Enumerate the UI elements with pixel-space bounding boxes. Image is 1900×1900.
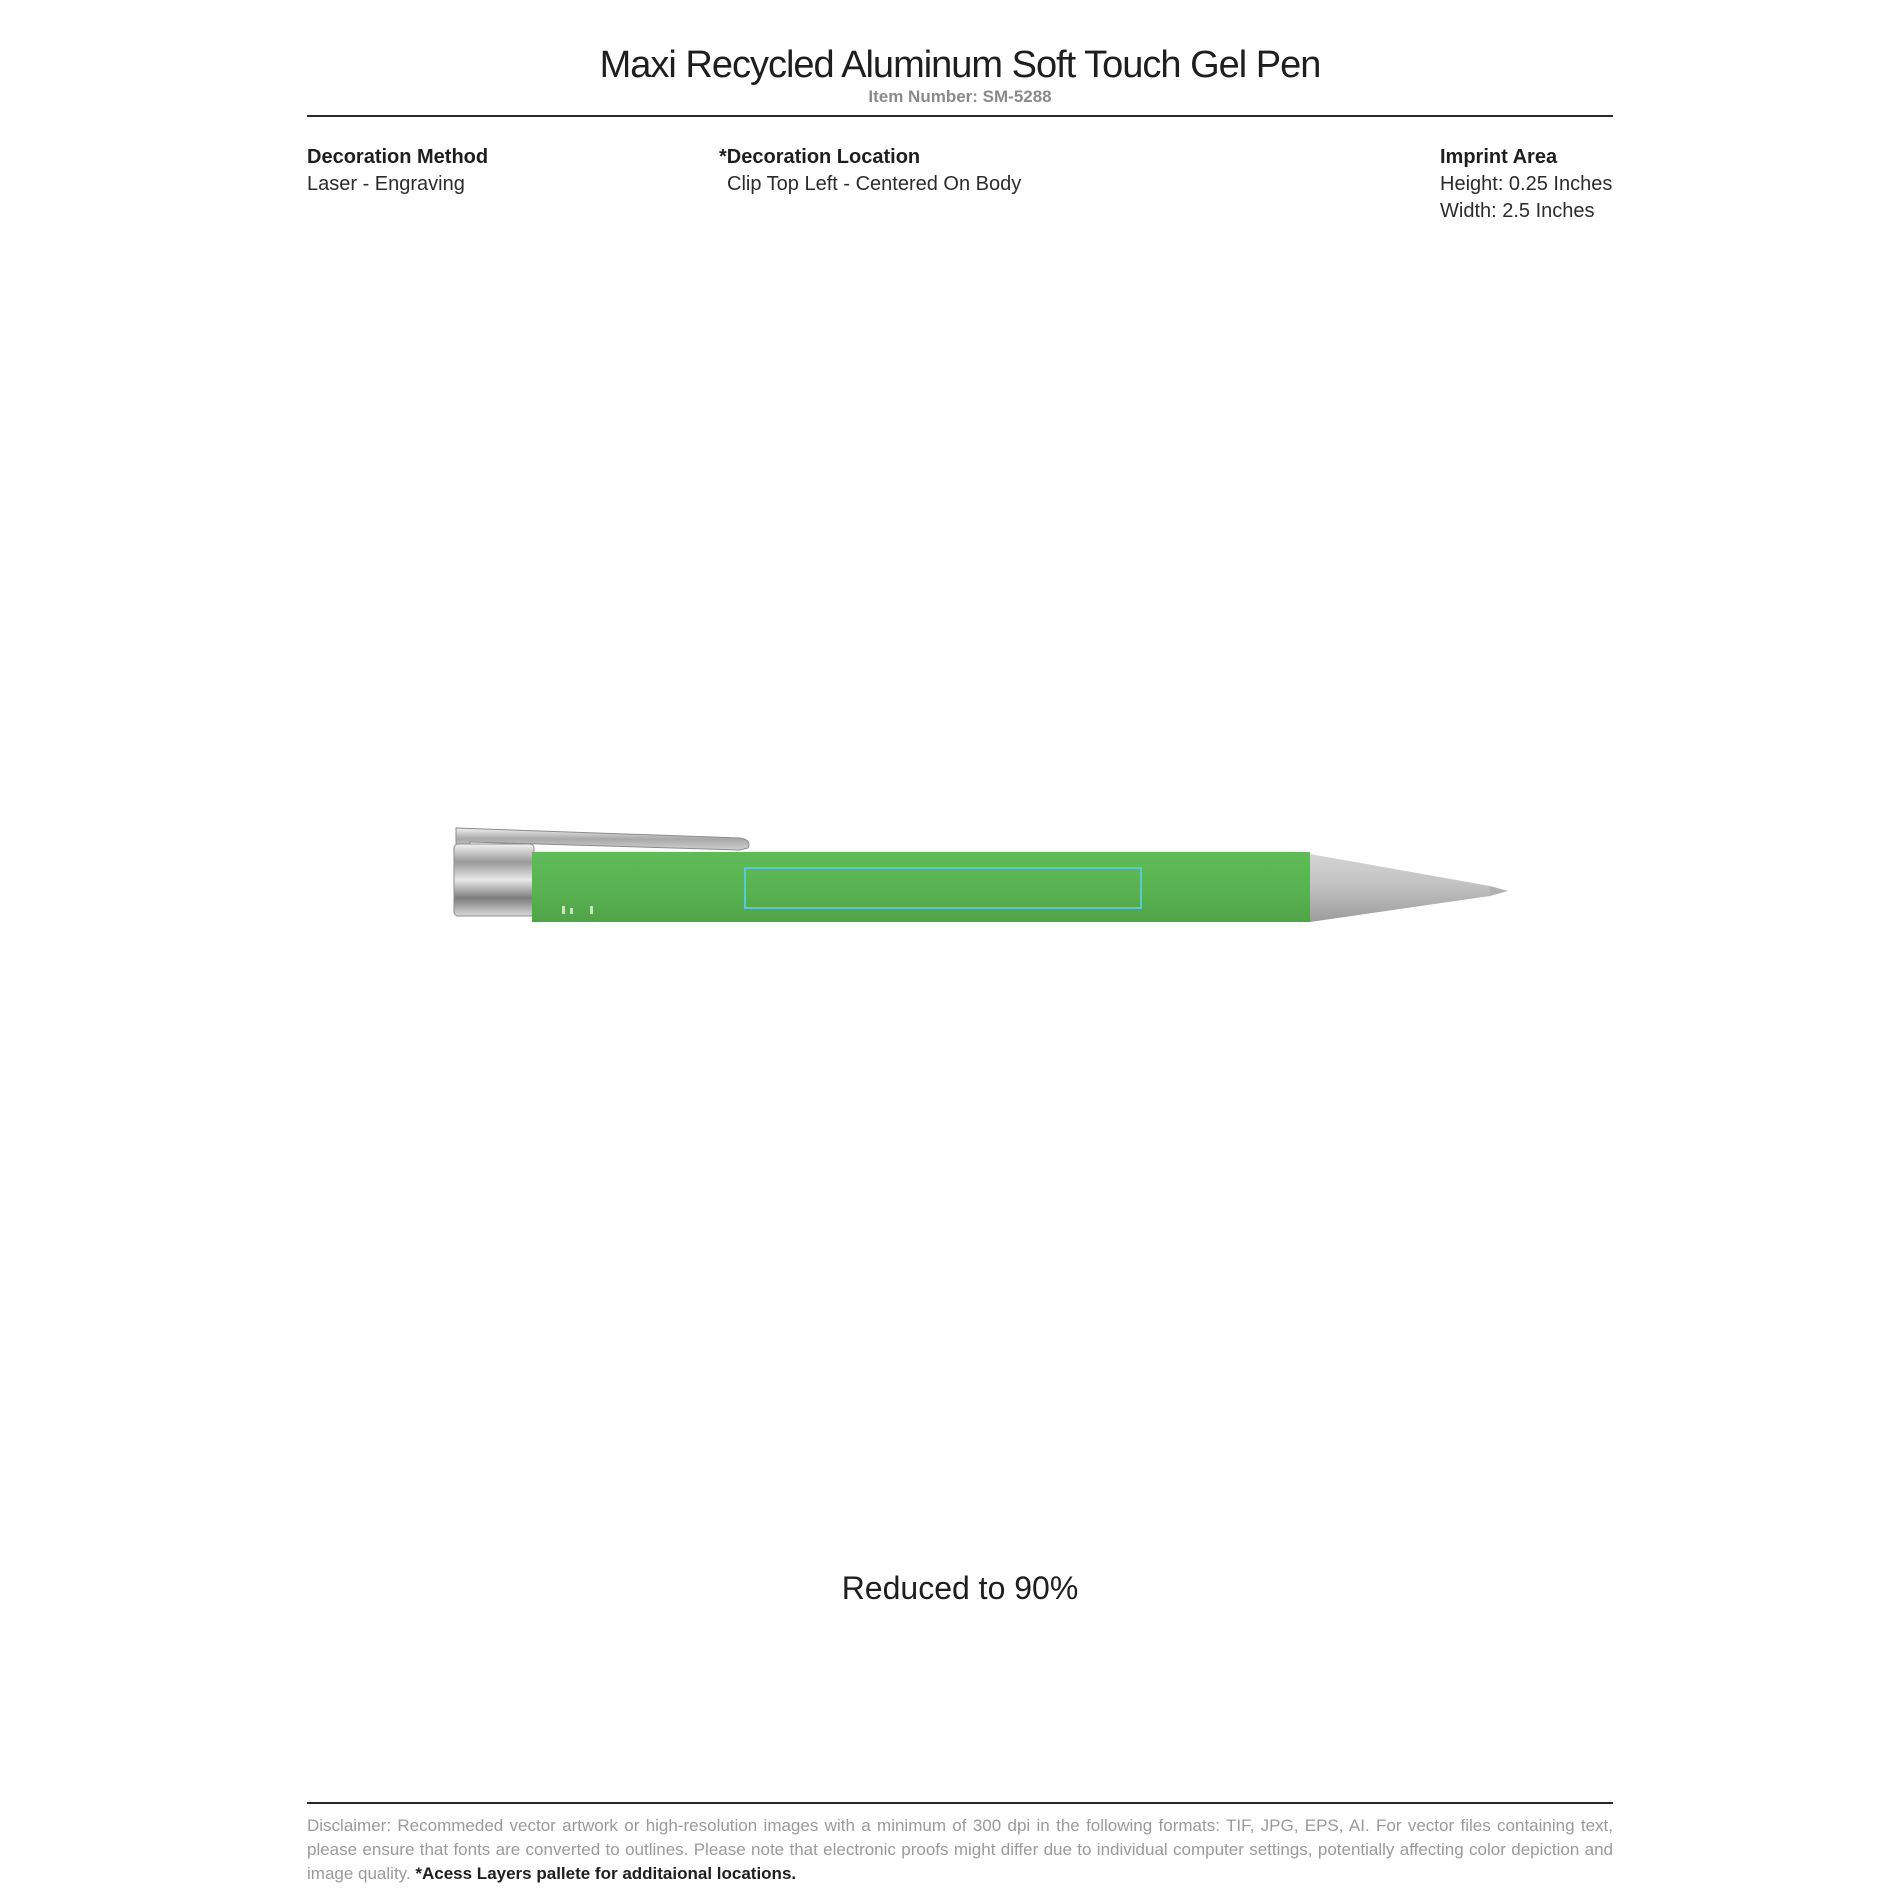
layers-note: *Acess Layers pallete for additaional locations. <box>415 1864 797 1883</box>
disclaimer <box>307 1814 1613 1886</box>
reduced-scale-note: Reduced to 90% <box>841 1570 1079 1606</box>
disclaimer-text: Disclaimer: Recommeded vector artwork or high-resolution images with a minimum of 300 dpi in the following formats: TIF, JPG, EPS, AI. For vector files containing text, please ensure that fonts are converted to outlines. Please note that electronic proofs might differ due to individual computer settings, potentially affecting color depiction and image quality. <box>307 1816 1613 1883</box>
decoration-method-label: Decoration Method <box>307 146 489 168</box>
decoration-location-section <box>719 144 1021 198</box>
pen-cap <box>454 844 534 916</box>
product-title: Maxi Recycled Aluminum Soft Touch Gel Pen <box>599 44 1321 86</box>
decoration-location-value: Clip Top Left - Centered On Body <box>727 173 1022 195</box>
item-number: Item Number: SM-5288 <box>868 87 1052 106</box>
pen-tip <box>1310 854 1490 922</box>
imprint-area-label: Imprint Area <box>1440 146 1558 168</box>
imprint-height: Height: 0.25 Inches <box>1440 173 1613 195</box>
decoration-location-label: *Decoration Location <box>719 146 921 168</box>
decoration-method-value: Laser - Engraving <box>307 173 465 195</box>
page-header <box>307 40 1613 108</box>
decoration-method-section <box>307 144 488 198</box>
pen-body <box>532 852 1310 922</box>
footer-divider <box>307 1802 1613 1804</box>
header-divider <box>307 115 1613 117</box>
product-image <box>440 800 1520 950</box>
imprint-area-section <box>1440 144 1612 225</box>
imprint-width: Width: 2.5 Inches <box>1440 200 1595 222</box>
pen-illustration <box>440 800 1520 950</box>
